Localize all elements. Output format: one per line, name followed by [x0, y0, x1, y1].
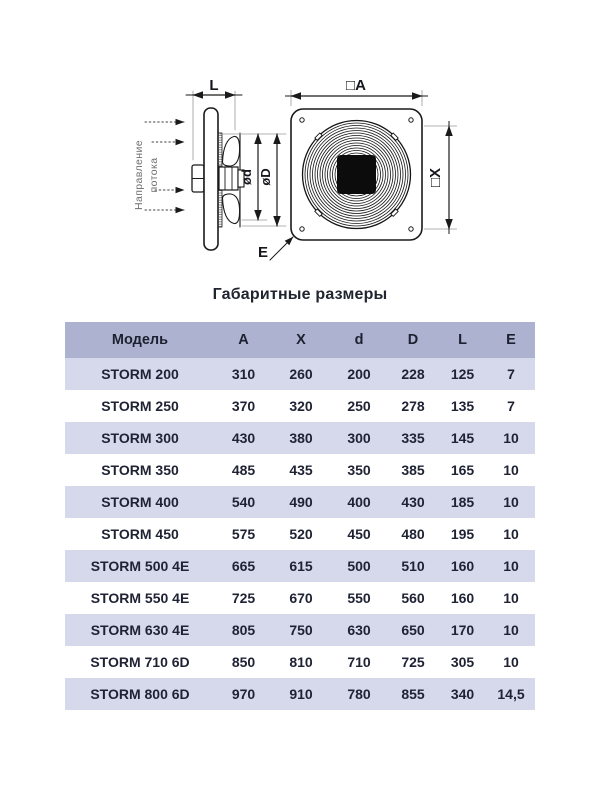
value-cell: 520: [272, 518, 330, 550]
table-row: [65, 454, 535, 486]
header-row: [65, 322, 535, 358]
dim-label-D: øD: [258, 168, 273, 186]
table-row: [65, 678, 535, 710]
model-cell: STORM 630 4E: [65, 614, 215, 646]
table-row: [65, 518, 535, 550]
value-cell: 575: [215, 518, 272, 550]
value-cell: 430: [215, 422, 272, 454]
value-cell: 480: [388, 518, 438, 550]
dim-label-X: □X: [427, 167, 444, 188]
model-cell: STORM 300: [65, 422, 215, 454]
value-cell: 970: [215, 678, 272, 710]
value-cell: 350: [330, 454, 388, 486]
value-cell: 810: [272, 646, 330, 678]
flow-direction-label-line1: Направление: [133, 140, 145, 210]
value-cell: 400: [330, 486, 388, 518]
table-row: [65, 358, 535, 390]
value-cell: 250: [330, 390, 388, 422]
motor-hub: [219, 167, 238, 190]
value-cell: 540: [215, 486, 272, 518]
table-title: Габаритные размеры: [212, 286, 388, 303]
value-cell: 195: [438, 518, 487, 550]
value-cell: 300: [330, 422, 388, 454]
dimension-A: [285, 77, 428, 106]
column-header-model: Модель: [65, 322, 215, 358]
value-cell: 850: [215, 646, 272, 678]
table-row: [65, 486, 535, 518]
value-cell: 7: [487, 390, 535, 422]
model-cell: STORM 250: [65, 390, 215, 422]
value-cell: 550: [330, 582, 388, 614]
value-cell: 165: [438, 454, 487, 486]
fan-diagram-svg: [0, 60, 600, 280]
dimension-X: [424, 121, 457, 234]
model-cell: STORM 350: [65, 454, 215, 486]
value-cell: 305: [438, 646, 487, 678]
value-cell: 10: [487, 454, 535, 486]
column-header-d: d: [330, 322, 388, 358]
value-cell: 710: [330, 646, 388, 678]
value-cell: 10: [487, 518, 535, 550]
model-cell: STORM 800 6D: [65, 678, 215, 710]
value-cell: 135: [438, 390, 487, 422]
value-cell: 725: [388, 646, 438, 678]
hub-cover: [337, 155, 376, 194]
flow-direction-label-line2: потока: [148, 157, 160, 193]
model-cell: STORM 400: [65, 486, 215, 518]
value-cell: 370: [215, 390, 272, 422]
value-cell: 160: [438, 582, 487, 614]
table-row: [65, 390, 535, 422]
model-cell: STORM 450: [65, 518, 215, 550]
value-cell: 450: [330, 518, 388, 550]
value-cell: 665: [215, 550, 272, 582]
column-header-l: L: [438, 322, 487, 358]
value-cell: 10: [487, 486, 535, 518]
value-cell: 228: [388, 358, 438, 390]
value-cell: 310: [215, 358, 272, 390]
fan-dimensions-diagram: [0, 60, 600, 280]
value-cell: 260: [272, 358, 330, 390]
value-cell: 320: [272, 390, 330, 422]
value-cell: 910: [272, 678, 330, 710]
dimension-E: [258, 237, 293, 261]
value-cell: 278: [388, 390, 438, 422]
model-cell: STORM 550 4E: [65, 582, 215, 614]
table-row: [65, 582, 535, 614]
value-cell: 14,5: [487, 678, 535, 710]
value-cell: 510: [388, 550, 438, 582]
value-cell: 385: [388, 454, 438, 486]
fan-blade-top: [223, 136, 240, 166]
motor-bracket: [192, 165, 204, 192]
column-header-dd: D: [388, 322, 438, 358]
value-cell: 160: [438, 550, 487, 582]
table-row: [65, 550, 535, 582]
side-view: [133, 77, 293, 261]
value-cell: 170: [438, 614, 487, 646]
dim-label-d: ød: [239, 169, 254, 185]
value-cell: 435: [272, 454, 330, 486]
value-cell: 855: [388, 678, 438, 710]
column-header-x: X: [272, 322, 330, 358]
value-cell: 750: [272, 614, 330, 646]
value-cell: 10: [487, 582, 535, 614]
value-cell: 185: [438, 486, 487, 518]
value-cell: 650: [388, 614, 438, 646]
value-cell: 340: [438, 678, 487, 710]
value-cell: 125: [438, 358, 487, 390]
model-cell: STORM 200: [65, 358, 215, 390]
value-cell: 780: [330, 678, 388, 710]
model-cell: STORM 500 4E: [65, 550, 215, 582]
value-cell: 630: [330, 614, 388, 646]
dim-label-E: E: [257, 244, 269, 261]
value-cell: 485: [215, 454, 272, 486]
value-cell: 200: [330, 358, 388, 390]
table-row: [65, 422, 535, 454]
value-cell: 430: [388, 486, 438, 518]
value-cell: 725: [215, 582, 272, 614]
mounting-plate-side: [204, 108, 218, 250]
dimensions-table-body: [65, 358, 535, 710]
column-header-a: A: [215, 322, 272, 358]
value-cell: 615: [272, 550, 330, 582]
value-cell: 10: [487, 614, 535, 646]
value-cell: 10: [487, 422, 535, 454]
value-cell: 335: [388, 422, 438, 454]
value-cell: 380: [272, 422, 330, 454]
front-view: [285, 77, 457, 240]
value-cell: 560: [388, 582, 438, 614]
dimensions-table: [65, 322, 535, 710]
column-header-e: E: [487, 322, 535, 358]
value-cell: 805: [215, 614, 272, 646]
model-cell: STORM 710 6D: [65, 646, 215, 678]
value-cell: 490: [272, 486, 330, 518]
table-row: [65, 614, 535, 646]
value-cell: 10: [487, 646, 535, 678]
value-cell: 145: [438, 422, 487, 454]
value-cell: 10: [487, 550, 535, 582]
table-header: [65, 322, 535, 358]
value-cell: 670: [272, 582, 330, 614]
value-cell: 7: [487, 358, 535, 390]
dim-label-A: □A: [346, 77, 366, 94]
value-cell: 500: [330, 550, 388, 582]
fan-blade-bottom: [223, 194, 240, 224]
dim-label-L: L: [209, 77, 219, 94]
table-row: [65, 646, 535, 678]
